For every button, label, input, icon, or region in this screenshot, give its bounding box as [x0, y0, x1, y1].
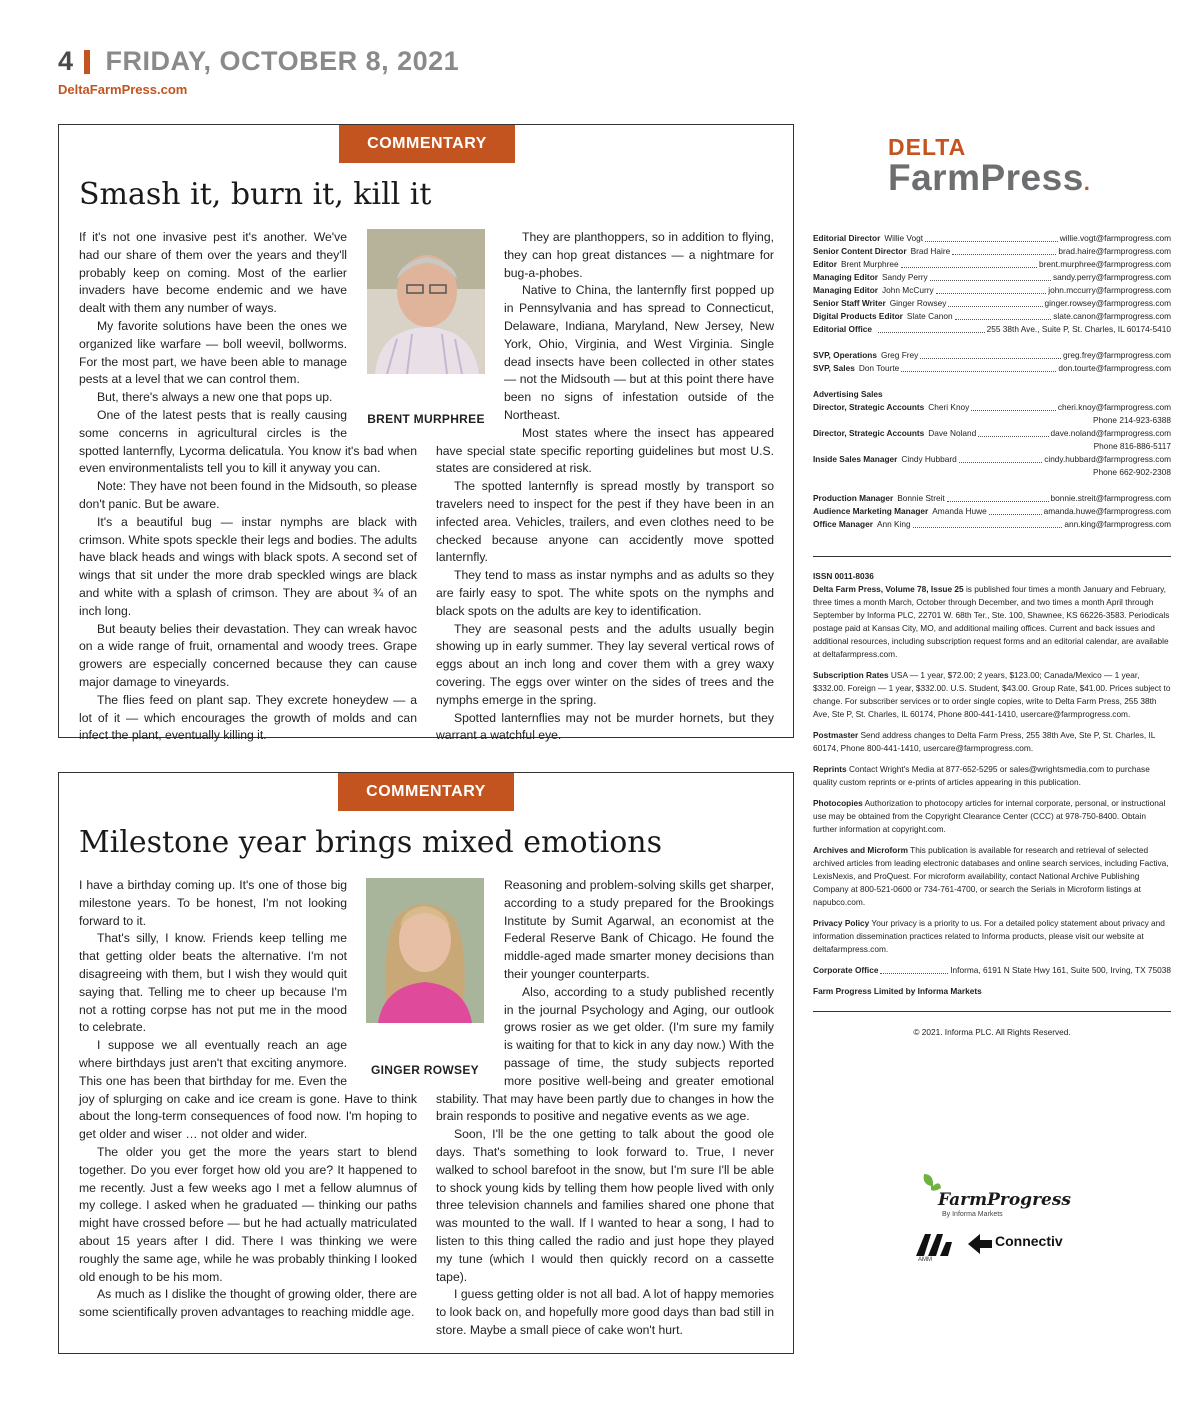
leader-dots [901, 362, 1056, 372]
staff-title: Office Manager [813, 519, 873, 529]
page-header [58, 46, 459, 77]
archives-label: Archives and Microform [813, 845, 908, 855]
header-divider [84, 50, 90, 74]
staff-title: Editorial Office [813, 324, 873, 334]
paragraph: The older you get the more the years start to blend together. Do you ever forget how old you are? It happened to me recently. Just a few weeks ago I met a fellow alumnus of my college. I asked when he graduated — thinking our paths might have crossed before — but he had actually matriculated about 15 years after I did. There I was thinking we were roughly the same age, while he was probably thinking I looked old enough to be his mom. [79, 1144, 417, 1284]
leader-dots [952, 245, 1056, 255]
staff-title: Digital Products Editor [813, 311, 903, 321]
article-1 [58, 124, 794, 743]
staff-name: Willie Vogt [884, 233, 924, 243]
masthead-delta: DELTA [888, 134, 967, 160]
staff-name: Cheri Knoy [928, 402, 970, 412]
staff-email[interactable]: 255 38th Ave., Suite P, St. Charles, IL 60174-5410 [986, 324, 1171, 334]
staff-row [813, 401, 1171, 414]
staff-name: Brent Murphree [840, 259, 899, 269]
staff-row [813, 245, 1171, 258]
subscription-rates [813, 669, 1171, 721]
author-name: BRENT MURPHREE [367, 412, 485, 426]
leader-dots [920, 349, 1061, 359]
photo-wrap-space [436, 229, 504, 434]
staff-name: Amanda Huwe [932, 506, 987, 516]
staff-email[interactable]: slate.canon@farmprogress.com [1053, 311, 1171, 321]
subscription-label: Subscription Rates [813, 670, 889, 680]
staff-email[interactable]: don.tourte@farmprogress.com [1058, 363, 1171, 373]
article-2-col-2 [436, 877, 774, 1340]
staff-name: Ginger Rowsey [889, 298, 947, 308]
divider [813, 1011, 1171, 1012]
staff-title: SVP, Operations [813, 350, 877, 360]
staff-title: Inside Sales Manager [813, 454, 898, 464]
fine-print [813, 570, 1171, 998]
staff-row [813, 323, 1171, 336]
advertising-rows [813, 401, 1171, 479]
photo-wrap-space [347, 229, 417, 434]
paragraph: As much as I dislike the thought of growing older, there are some scientifically proven advantages to reaching middle age. [79, 1287, 417, 1320]
staff-email[interactable]: bonnie.streit@farmprogress.com [1050, 493, 1171, 503]
staff-email[interactable]: willie.vogt@farmprogress.com [1059, 233, 1171, 243]
connectiv-arrow-icon [968, 1234, 992, 1254]
paragraph: The spotted lanternfly is spread mostly by transport so travelers need to inspect for the pest if they have been in an infected area. Vehicles, trailers, and even clothes need to be checked because anyone can accidently move spotted lanternfly. [436, 479, 774, 565]
paragraph: They are planthoppers, so in addition to flying, they can hop great distances — a nightmare for bug-a-phobes. [504, 230, 774, 280]
site-link[interactable]: DeltaFarmPress.com [58, 82, 188, 97]
corporate-office [813, 964, 1171, 977]
staff-email[interactable]: sandy.perry@farmprogress.com [1052, 272, 1171, 282]
staff-row [813, 297, 1171, 310]
commentary-tag: COMMENTARY [338, 773, 514, 811]
masthead-logo [888, 134, 1090, 200]
paragraph: It's a beautiful bug — instar nymphs are black with crimson. White spots speckle their legs and bodies. The adults have black heads and wings with black spots. A second set of wings that sit under the more drab speckled wings are black and white with a splash of crimson. They are about ¾ of an inch long. [79, 514, 417, 618]
leader-dots [971, 401, 1056, 411]
photocopies [813, 797, 1171, 836]
spacer [813, 336, 1171, 349]
article-2-col-1 [79, 877, 417, 1322]
article-title: Smash it, burn it, kill it [79, 177, 432, 212]
staff-name: Dave Noland [928, 428, 977, 438]
leader-dots [947, 492, 1049, 502]
staff-phone: Phone 214-923-6388 [1093, 415, 1171, 425]
staff-row [813, 284, 1171, 297]
article-title: Milestone year brings mixed emotions [79, 825, 662, 860]
staff-name: Cindy Hubbard [901, 454, 957, 464]
staff-title: Production Manager [813, 493, 894, 503]
staff-name: Brad Haire [910, 246, 951, 256]
staff-row [813, 492, 1171, 505]
reprints-text: Contact Wright's Media at 877-652-5295 or sales@wrightsmedia.com to purchase quality custom reprints or e-prints of articles appearing in this publication. [813, 764, 1150, 787]
paragraph: If it's not one invasive pest it's another. We've had our share of them over the years and they'll probably keep on coming. Most of the earlier invaders have become endemic and we have dealt with them any number of ways. [79, 230, 347, 316]
paragraph: But beauty belies their devastation. They can wreak havoc on a wide range of fruit, ornamental and woody trees. Grape growers are especially concerned because they can cause major damage to vineyards. [79, 621, 417, 689]
staff-phone: Phone 662-902-2308 [1093, 467, 1171, 477]
corporate-label: Corporate Office [813, 965, 879, 975]
issue-date: FRIDAY, OCTOBER 8, 2021 [105, 46, 460, 76]
paragraph: My favorite solutions have been the ones we organized like warfare — boll weevil, bollworms. For the most part, we have been able to manage pests at a level that we can control them. [79, 318, 347, 387]
postmaster-label: Postmaster [813, 730, 859, 740]
staff-name: Bonnie Streit [897, 493, 945, 503]
amm-mark-icon [916, 1234, 952, 1256]
staff-title: Editorial Director [813, 233, 881, 243]
commentary-tag: COMMENTARY [339, 125, 515, 163]
leader-dots [878, 323, 985, 333]
staff-title: Managing Editor [813, 285, 878, 295]
staff-email[interactable]: dave.noland@farmprogress.com [1050, 428, 1171, 438]
ops-rows [813, 349, 1171, 375]
reprints-label: Reprints [813, 764, 847, 774]
staff-name: Sandy Perry [882, 272, 928, 282]
paragraph: Most states where the insect has appeared have special state specific reporting guidelines but most U.S. states are considered at risk. [436, 425, 774, 476]
amm-text: AMM [918, 1257, 932, 1263]
article-1-col-1 [79, 229, 417, 745]
advertising-heading: Advertising Sales [813, 389, 883, 399]
leader-dots [978, 427, 1048, 437]
spacer [813, 375, 1171, 388]
staff-email[interactable]: brad.haire@farmprogress.com [1058, 246, 1171, 256]
paragraph: I have a birthday coming up. It's one of those big milestone years. To be honest, I'm not looking forward to it. [79, 878, 347, 928]
staff-title: Director, Strategic Accounts [813, 402, 925, 412]
leader-dots [901, 258, 1037, 268]
author-name: GINGER ROWSEY [371, 1063, 479, 1077]
paragraph: Note: They have not been found in the Midsouth, so please don't panic. But be aware. [79, 479, 417, 511]
leader-dots [955, 310, 1052, 320]
paragraph: Native to China, the lanternfly first popped up in Pennsylvania and has spread to Connecticut, Delaware, Indiana, Maryland, New Jersey, New York, Ohio, Virginia, and West Virginia. Single dead insects have been collected in other states — not the Midsouth — but at this point there have been no signs of infestation outside of the Northeast. [504, 283, 774, 422]
staff-email[interactable]: amanda.huwe@farmprogress.com [1043, 506, 1171, 516]
staff-name: Ann King [876, 519, 911, 529]
spacer [813, 479, 1171, 492]
staff-name: Slate Canon [906, 311, 953, 321]
staff-email[interactable]: ginger.rowsey@farmprogress.com [1044, 298, 1171, 308]
article-2 [58, 772, 794, 1354]
photocopies-label: Photocopies [813, 798, 863, 808]
fp-limited: Farm Progress Limited by Informa Markets [813, 986, 982, 996]
leader-dots [880, 964, 948, 974]
archives [813, 844, 1171, 909]
leader-dots [989, 505, 1042, 515]
paragraph: That's silly, I know. Friends keep telling me that getting older beats the alternative. I'm not disagreeing with them, but I wish they would quit saying that. Telling me to cheer up because I'm not a rotting corpse has not put me in the mood to celebrate. [79, 931, 347, 1035]
staff-title: SVP, Sales [813, 363, 855, 373]
masthead-farmpress-text: FarmPress [888, 157, 1084, 198]
paragraph: Soon, I'll be the one getting to talk about the good ole days. That's something to look forward to. True, I never walked to school barefoot in the snow, but I'm sure I'll be able to shock young kids by telling them how people lived with only three television channels and families shared one phone that was mounted to the wall. If I wanted to hear a song, I had to listen to this thing called the radio and just hope they played my tune (which I would then quickly record on a cassette tape). [436, 1127, 774, 1284]
postmaster [813, 729, 1171, 755]
photo-wrap-space [436, 877, 504, 1090]
connectiv-wordmark: Connectiv [995, 1233, 1063, 1249]
staff-row [813, 427, 1171, 440]
masthead-farmpress [888, 157, 1091, 200]
staff-row [813, 310, 1171, 323]
farmprogress-wordmark: FarmProgress [938, 1190, 1071, 1210]
staff-email[interactable]: brent.murphree@farmprogress.com [1038, 259, 1171, 269]
publication-name: Delta Farm Press, Volume 78, Issue 25 [813, 584, 964, 594]
paragraph: One of the latest pests that is really causing some concerns in agricultural circles is the spotted lanternfly, Lycorma delicatula. You know it's bad when even environmentalists tell you to kill it anyway you can. [79, 407, 417, 476]
staff-title: Managing Editor [813, 272, 878, 282]
staff-row [813, 271, 1171, 284]
paragraph: They are seasonal pests and the adults usually begin showing up in early summer. They lay several vertical rows of eggs about an inch long and cover them with a grey waxy covering. The eggs over winter on the sides of trees and the nymphs emerge in the spring. [436, 621, 774, 707]
staff-email[interactable]: cindy.hubbard@farmprogress.com [1044, 454, 1171, 464]
staff-title: Editor [813, 259, 837, 269]
staff-row [813, 258, 1171, 271]
connectiv-logo [968, 1232, 1078, 1266]
masthead-dot: . [1083, 170, 1091, 195]
staff-directory [813, 232, 1171, 531]
leader-dots [913, 518, 1063, 528]
staff-row [813, 232, 1171, 245]
paragraph: I guess getting older is not all bad. A lot of happy memories to look back on, and hopefully more good days than bad still in store. Maybe a small piece of cake won't hurt. [436, 1287, 774, 1337]
leader-dots [936, 284, 1047, 294]
divider [813, 556, 1171, 557]
staff-email[interactable]: greg.frey@farmprogress.com [1062, 350, 1171, 360]
article-1-col-2 [436, 229, 774, 745]
staff-title: Director, Strategic Accounts [813, 428, 925, 438]
archives-text: This publication is available for research and retrieval of selected archived articles from leading electronic databases and online search services, including Factiva, LexisNexis, and ProQuest. For microform availability, contact National Archive Publishing Company at 800-521-0600 or 734-761-4700, or search the Serials in Microform listings at napubco.com. [813, 845, 1169, 907]
farmprogress-byline: By Informa Markets [942, 1211, 1003, 1218]
staff-name: Greg Frey [880, 350, 919, 360]
issn: ISSN 0011-8036 [813, 571, 874, 581]
photocopies-text: Authorization to photocopy articles for internal corporate, personal, or instructional use may be obtained from the Copyright Clearance Center (CCC) at 978-750-8400. Obtain further information at copyright.com. [813, 798, 1166, 834]
staff-row [813, 362, 1171, 375]
postmaster-text: Send address changes to Delta Farm Press, 255 38th Ave, Ste P, St. Charles, IL 60174, Phone 800-441-1410, usercare@farmprogress.com. [813, 730, 1156, 753]
staff-email[interactable]: cheri.knoy@farmprogress.com [1057, 402, 1171, 412]
leader-dots [930, 271, 1051, 281]
paragraph: The flies feed on plant sap. They excrete honeydew — a lot of it — which encourages the growth of molds and can infect the plant, eventually killing it. [79, 692, 417, 743]
photo-wrap-space [347, 877, 417, 1082]
privacy-label: Privacy Policy [813, 918, 870, 928]
staff-title: Audience Marketing Manager [813, 506, 929, 516]
privacy-policy [813, 917, 1171, 956]
amm-logo [916, 1234, 956, 1266]
corporate-address: Informa, 6191 N State Hwy 161, Suite 500, Irving, TX 75038 [950, 965, 1171, 975]
reprints [813, 763, 1171, 789]
paragraph: But, there's always a new one that pops up. [97, 390, 333, 405]
staff-title: Senior Staff Writer [813, 298, 886, 308]
publication-text: is published four times a month January and February, three times a month March, October through December, and two times a month April through September by Informa PLC, 22701 W. 68th Ter., Ste. 100, Shawnee, KS 66226-3583. Periodicals postage paid at Kansas City, MO, and additional mailing offices. Current and back issues and additional resources, including subscription request forms and an editorial calendar, are available at deltafarmpress.com. [813, 584, 1170, 659]
leader-dots [925, 232, 1058, 242]
paragraph: Also, according to a study published recently in the journal Psychology and Aging, our outlook grows rosier as we get older. (I'm sure my family is waiting for that to kick in any day now.) With the passage of time, the study subjects reported more positive well-being and greater emotional stability. That may have been partly due to changes in how the brain responds to positive and negative events as we age. [436, 984, 774, 1124]
staff-name: John McCurry [882, 285, 934, 295]
staff-title: Senior Content Director [813, 246, 907, 256]
staff-row [813, 349, 1171, 362]
production-rows [813, 492, 1171, 531]
staff-row [813, 518, 1171, 531]
staff-row [813, 505, 1171, 518]
staff-name: Don Tourte [858, 363, 900, 373]
paragraph: Reasoning and problem-solving skills get sharper, according to a study prepared for the Brookings Institute by Sumit Agarwal, an economist at the Federal Reserve Bank of Chicago. He found the middle-aged made smarter money decisions than their younger counterparts. [504, 878, 774, 981]
publication-info [813, 583, 1171, 661]
staff-phone: Phone 816-886-5117 [1093, 441, 1171, 451]
farmprogress-logo [920, 1172, 1070, 1222]
leader-dots [959, 453, 1042, 463]
copyright: © 2021. Informa PLC. All Rights Reserved. [913, 1027, 1071, 1037]
staff-row [813, 453, 1171, 466]
leader-dots [948, 297, 1042, 307]
subscription-text: USA — 1 year, $72.00; 2 years, $123.00; Canada/Mexico — 1 year, $332.00. Foreign — 1 year, $332.00. U.S. Student, $43.00. Group Rate, $41.00. Prices subject to change. For subscriber services or to order single copies, write to Delta Farm Press, 255 38th Ave, Ste P, St. Charles, IL 60174, Phone 800-441-1410, usercare@farmprogress.com. [813, 670, 1171, 719]
paragraph: They tend to mass as instar nymphs and as adults so they are fairly easy to spot. The white spots on the nymphs and black spots on the adults are key to identification. [436, 568, 774, 618]
paragraph: Spotted lanternflies may not be murder hornets, but they warrant a watchful eye. [436, 710, 774, 743]
staff-rows [813, 232, 1171, 336]
paragraph: I suppose we all eventually reach an age where birthdays just aren't that exciting anymore. This one has been that birthday for me. Even the joy of splurging on cake and ice cream is gone. Have to think about the long-term consequences of food now. I'm hoping to get older and wiser … not older and wider. [79, 1038, 417, 1142]
staff-email[interactable]: ann.king@farmprogress.com [1064, 519, 1171, 529]
staff-email[interactable]: john.mccurry@farmprogress.com [1048, 285, 1171, 295]
page-number: 4 [58, 46, 74, 76]
privacy-text: Your privacy is a priority to us. For a detailed policy statement about privacy and information dissemination practices related to Informa products, please visit our website at deltafarmpress.com. [813, 918, 1165, 954]
